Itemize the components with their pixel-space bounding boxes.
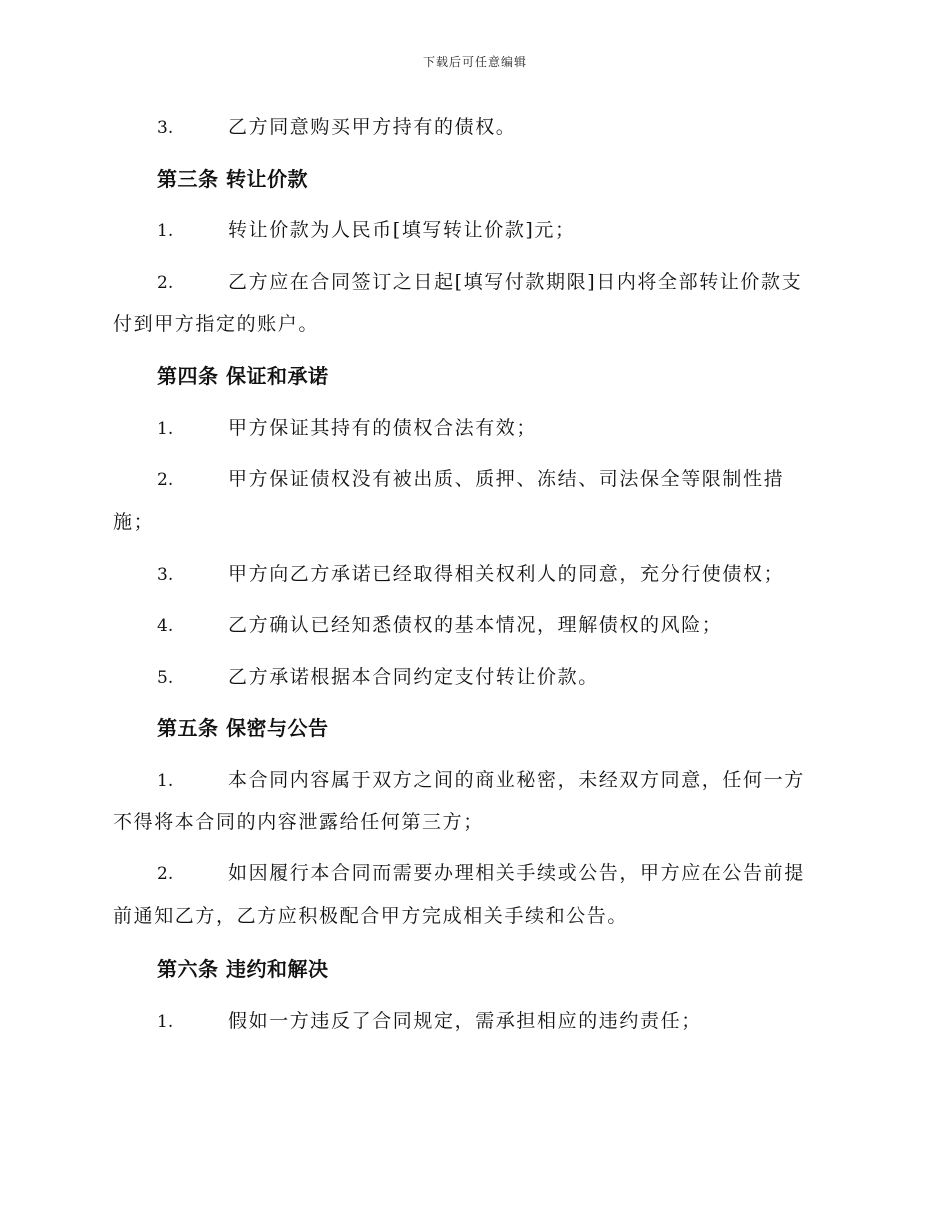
section-heading-6: 第六条 违约和解决 — [157, 957, 329, 981]
section-heading-5: 第五条 保密与公告 — [157, 716, 329, 740]
list-item-text: 乙方同意购买甲方持有的债权。 — [228, 116, 517, 138]
list-item-continuation: 施； — [113, 511, 155, 533]
list-number: 2. — [157, 470, 174, 490]
list-item-text: 如因履行本合同而需要办理相关手续或公告，甲方应在公告前提 — [228, 862, 805, 884]
list-item-continuation: 付到甲方指定的账户。 — [113, 313, 320, 335]
list-number: 2. — [157, 864, 174, 884]
list-number: 3. — [157, 118, 174, 138]
list-item-text: 假如一方违反了合同规定，需承担相应的违约责任； — [228, 1010, 702, 1032]
list-number: 1. — [157, 771, 174, 791]
page-header: 下载后可任意编辑 — [422, 55, 527, 69]
list-item-continuation: 不得将本合同的内容泄露给任何第三方； — [113, 811, 484, 833]
list-item-text: 本合同内容属于双方之间的商业秘密，未经双方同意，任何一方 — [228, 769, 805, 791]
list-number: 5. — [157, 668, 174, 688]
list-number: 3. — [157, 565, 174, 585]
list-item-text: 转让价款为人民币[填写转让价款]元； — [228, 219, 576, 241]
list-item-text: 乙方应在合同签订之日起[填写付款期限]日内将全部转让价款支 — [228, 271, 803, 293]
list-number: 1. — [157, 419, 174, 439]
list-number: 2. — [157, 273, 174, 293]
list-item-text: 甲方向乙方承诺已经取得相关权利人的同意，充分行使债权； — [228, 563, 785, 585]
list-number: 4. — [157, 616, 174, 636]
list-number: 1. — [157, 221, 174, 241]
section-heading-4: 第四条 保证和承诺 — [157, 364, 329, 388]
list-item-text: 乙方承诺根据本合同约定支付转让价款。 — [228, 666, 599, 688]
list-item-continuation: 前通知乙方，乙方应积极配合甲方完成相关手续和公告。 — [113, 905, 629, 927]
list-item-text: 乙方确认已经知悉债权的基本情况，理解债权的风险； — [228, 614, 723, 636]
list-item-text: 甲方保证其持有的债权合法有效； — [228, 417, 538, 439]
list-number: 1. — [157, 1012, 174, 1032]
list-item-text: 甲方保证债权没有被出质、质押、冻结、司法保全等限制性措 — [228, 468, 785, 490]
section-heading-3: 第三条 转让价款 — [157, 167, 308, 191]
